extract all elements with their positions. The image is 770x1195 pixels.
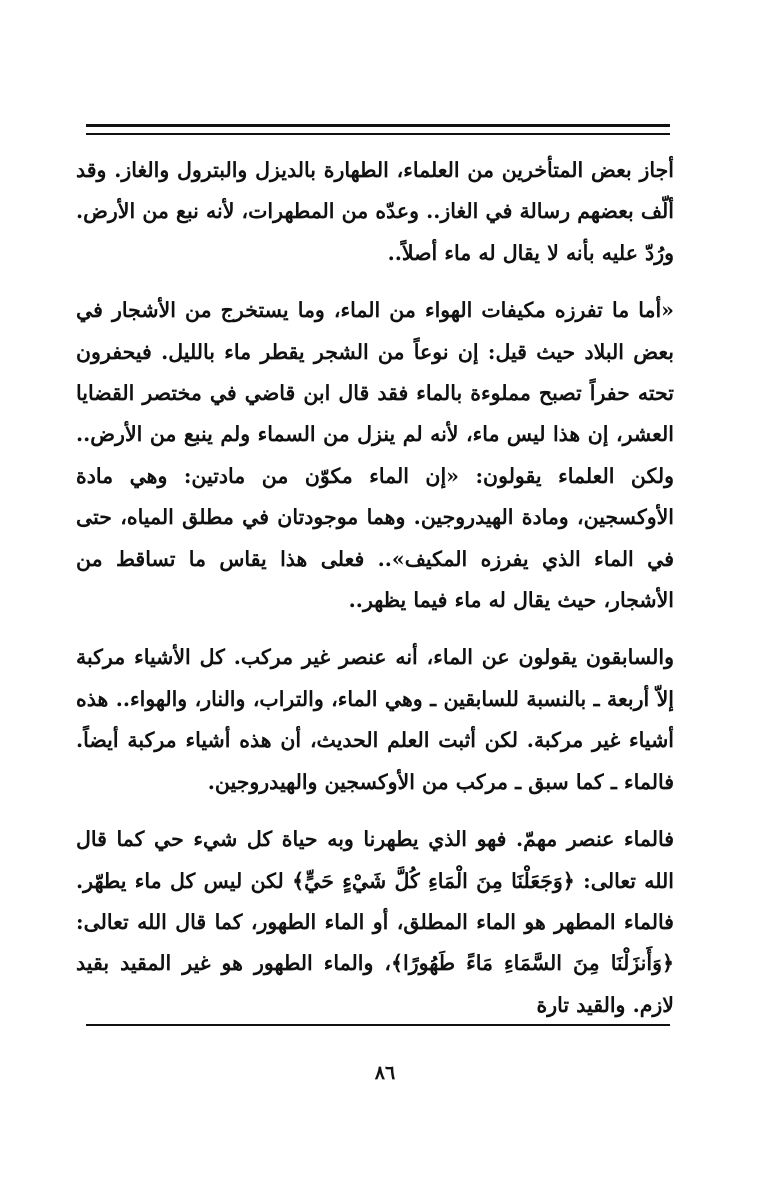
- header-rule-thick: [86, 124, 670, 127]
- header-rule-thin: [86, 133, 670, 135]
- paragraph-2: «أما ما تفرزه مكيفات الهواء من الماء، وما يستخرج من الأشجار في بعض البلاد حيث قيل: إن نوعاً من الشجر يقطر ماء بالليل. فيحفرون تحته حفراً تصبح مملوءة بالماء فقد قال ابن قاضي في مختصر القضايا العشر، إن هذا ليس ماء، لأنه لم ينزل من السماء ولم ينبع من الأرض.. ولكن العلماء يقولون: «إن الماء مكوّن من مادتين: وهي مادة الأوكسجين، ومادة الهيدروجين. وهما موجودتان في مطلق المياه، حتى في الماء الذي يفرزه المكيف».. فعلى هذا يقاس ما تساقط من الأشجار، حيث يقال له ماء فيما يظهر..: [76, 298, 674, 613]
- page-body: [76, 150, 674, 1026]
- paragraph-3: والسابقون يقولون عن الماء، أنه عنصر غير مركب. كل الأشياء مركبة إلاّ أربعة ـ بالنسبة للسابقين ـ وهي الماء، والتراب، والنار، والهواء.. هذه أشياء غير مركبة. لكن أثبت العلم الحديث، أن هذه أشياء مركبة أيضاً. فالماء ـ كما سبق ـ مركب من الأوكسجين والهيدروجين.: [76, 645, 674, 794]
- page-number: ٨٦: [374, 1062, 396, 1084]
- footer-rule: [86, 1024, 670, 1026]
- paragraph-1: أجاز بعض المتأخرين من العلماء، الطهارة بالديزل والبترول والغاز. وقد ألّف بعضهم رسالة في الغاز.. وعدّه من المطهرات، لأنه نبع من الأرض. ورُدّ عليه بأنه لا يقال له ماء أصلاً..: [75, 158, 674, 265]
- paragraph-4: فالماء عنصر مهمّ. فهو الذي يطهرنا وبه حياة كل شيء حي كما قال الله تعالى: ﴿وَجَعَلْنَا مِنَ الْمَاءِ كُلَّ شَيْءٍ حَيٍّ﴾ لكن ليس كل ماء يطهّر. فالماء المطهر هو الماء المطلق، أو الماء الطهور، كما قال الله تعالى: ﴿وَأَنزَلْنَا مِنَ السَّمَاءِ مَاءً طَهُورًا﴾، والماء الطهور هو غير المقيد بقيد لازم. والقيد تارة: [76, 827, 674, 1017]
